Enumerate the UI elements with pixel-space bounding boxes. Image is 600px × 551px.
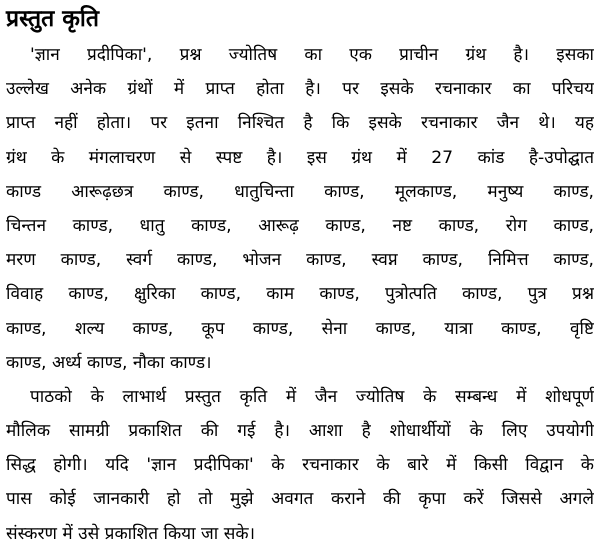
text-line: पाठको के लाभार्थ प्रस्तुत कृति में जैन ज्योतिष के सम्बन्ध में शोधपूर्ण	[30, 386, 594, 407]
document-title: प्रस्तुत कृति	[6, 6, 99, 32]
paragraph-1	[6, 38, 594, 380]
text-line: काण्ड आरूढ़छत्र काण्ड, धातुचिन्ता काण्ड, मूलकाण्ड, मनुष्य काण्ड,	[6, 181, 594, 202]
text-line: विवाह काण्ड, क्षुरिका काण्ड, काम काण्ड, पुत्रोत्पति काण्ड, पुत्र प्रश्न	[6, 284, 594, 305]
text-line: उल्लेख अनेक ग्रंथों में प्राप्त होता है। पर इसके रचनाकार का परिचय	[6, 79, 594, 100]
document-page	[6, 0, 594, 551]
text-line: प्राप्त नहीं होता। पर इतना निश्चित है कि इसके रचनाकार जैन थे। यह	[6, 113, 594, 134]
text-line: 'ज्ञान प्रदीपिका', प्रश्न ज्योतिष का एक प्राचीन ग्रंथ है। इसका	[30, 45, 594, 65]
text-line: पास कोई जानकारी हो तो मुझे अवगत कराने की कृपा करें जिससे अगले	[6, 489, 594, 510]
paragraph-2	[6, 380, 594, 551]
text-line: सिद्ध होगी। यदि 'ज्ञान प्रदीपिका' के रचनाकार के बारे में किसी विद्वान के	[6, 455, 594, 476]
text-line: ग्रंथ के मंगलाचरण से स्पष्ट है। इस ग्रंथ में 27 कांड है-उपोद्घात	[6, 147, 594, 168]
text-line: मरण काण्ड, स्वर्ग काण्ड, भोजन काण्ड, स्वप्न काण्ड, निमित्त काण्ड,	[6, 250, 594, 271]
text-line: काण्ड, अर्ध्य काण्ड, नौका काण्ड।	[6, 352, 212, 373]
text-line: मौलिक सामग्री प्रकाशित की गई है। आशा है शोधार्थीयों के लिए उपयोगी	[6, 421, 594, 442]
text-line: संस्करण में उसे प्रकाशित किया जा सके।	[6, 523, 256, 544]
text-line: काण्ड, शल्य काण्ड, कूप काण्ड, सेना काण्ड, यात्रा काण्ड, वृष्टि	[6, 318, 594, 339]
text-line: चिन्तन काण्ड, धातु काण्ड, आरूढ़ काण्ड, नष्ट काण्ड, रोग काण्ड,	[6, 215, 594, 236]
